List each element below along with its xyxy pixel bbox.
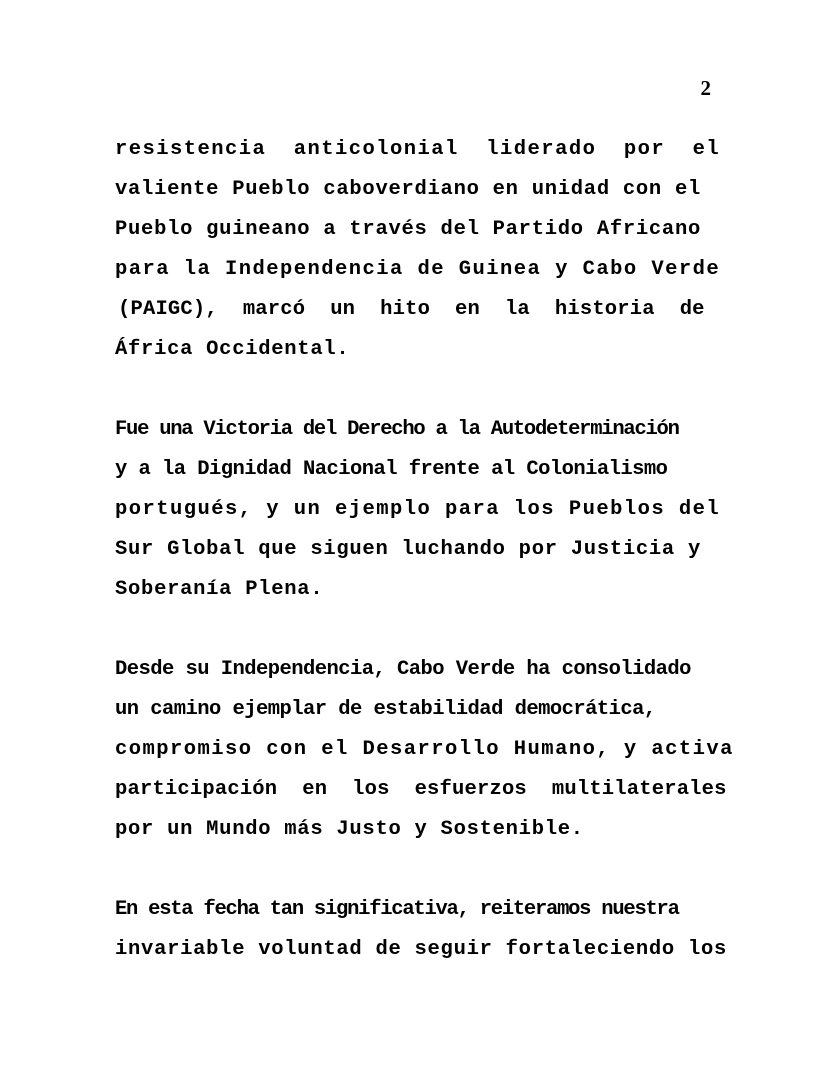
text-line: por un Mundo más Justo y Sostenible. [115,818,584,841]
text-line: portugués, y un ejemplo para los Pueblos del [115,498,721,521]
paragraph-4 [115,890,728,970]
text-line: Desde su Independencia, Cabo Verde ha consolidado [115,658,691,681]
text-line: y a la Dignidad Nacional frente al Colonialismo [115,458,668,481]
text-line: Fue una Victoria del Derecho a la Autodeterminación [115,418,679,441]
text-line: compromiso con el Desarrollo Humano, y activa [115,738,734,761]
text-line: resistencia anticolonial liderado por el [115,138,721,161]
paragraph-3 [115,650,734,850]
paragraph-2 [115,410,721,610]
text-line: En esta fecha tan significativa, reiteramos nuestra [115,898,679,921]
text-line: África Occidental. [115,338,350,361]
text-line: valiente Pueblo caboverdiano en unidad con el [115,178,701,201]
text-line: Soberanía Plena. [115,578,324,601]
document-body [115,130,734,970]
page-number: 2 [700,76,711,100]
text-line: participación en los esfuerzos multilaterales [115,778,727,801]
text-line: Pueblo guineano a través del Partido Africano [115,218,701,241]
text-line: (PAIGC), marcó un hito en la historia de [118,298,705,321]
paragraph-1 [115,130,721,370]
text-line: un camino ejemplar de estabilidad democrática, [115,698,656,721]
text-line: para la Independencia de Guinea y Cabo Verde [115,258,721,281]
text-line: Sur Global que siguen luchando por Justicia y [115,538,701,561]
text-line: invariable voluntad de seguir fortaleciendo los [115,938,728,961]
